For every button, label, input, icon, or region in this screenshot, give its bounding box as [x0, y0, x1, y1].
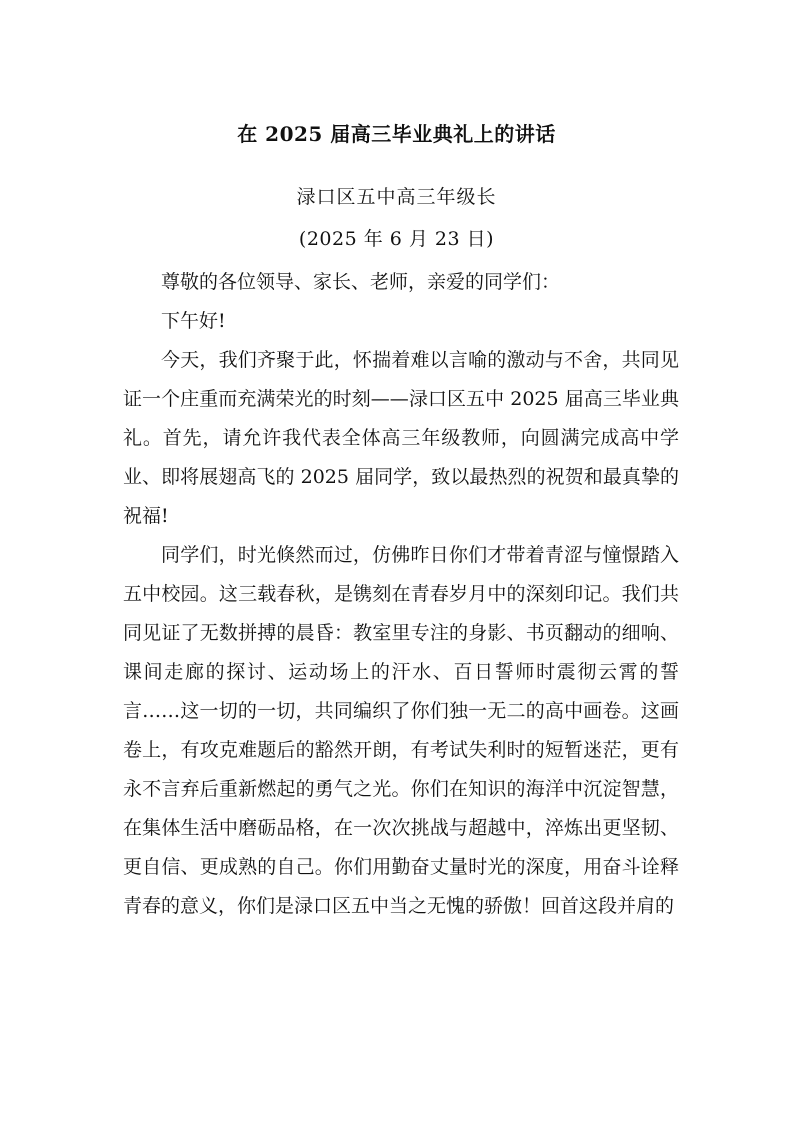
speech-body [123, 263, 679, 926]
speech-date: (2025 年 6 月 23 日) [298, 228, 495, 250]
reflection-paragraph: 同学们，时光倏然而过，仿佛昨日你们才带着青涩与憧憬踏入五中校园。这三载春秋，是镌刻在青春岁月中的深刻印记。我们共同见证了无数拼搏的晨昏：教室里专注的身影、书页翻动的细响、课间走廊的探讨、运动场上的汗水、百日誓师时震彻云霄的誓言……这一切的一切，共同编织了你们独一无二的高中画卷。这画卷上，有攻克难题后的豁然开朗，有考试失利时的短暂迷茫，更有永不言弃后重新燃起的勇气之光。你们在知识的海洋中沉淀智慧，在集体生活中磨砺品格，在一次次挑战与超越中，淬炼出更坚韧、更自信、更成熟的自己。你们用勤奋丈量时光的深度，用奋斗诠释青春的意义，你们是渌口区五中当之无愧的骄傲！回首这段并肩的 [123, 544, 679, 917]
document-title: 在 2025 届高三毕业典礼上的讲话 [237, 122, 556, 146]
salutation-paragraph: 尊敬的各位领导、家长、老师，亲爱的同学们： [161, 271, 561, 293]
opening-paragraph: 今天，我们齐聚于此，怀揣着难以言喻的激动与不舍，共同见证一个庄重而充满荣光的时刻——渌口区五中 2025 届高三毕业典礼。首先，请允许我代表全体高三年级教师，向圆满完成高中学业、即将展翅高飞的 2025 届同学，致以最热烈的祝贺和最真挚的祝福! [123, 349, 679, 527]
speaker-line: 渌口区五中高三年级长 [296, 186, 497, 208]
greeting-paragraph: 下午好! [161, 310, 226, 332]
